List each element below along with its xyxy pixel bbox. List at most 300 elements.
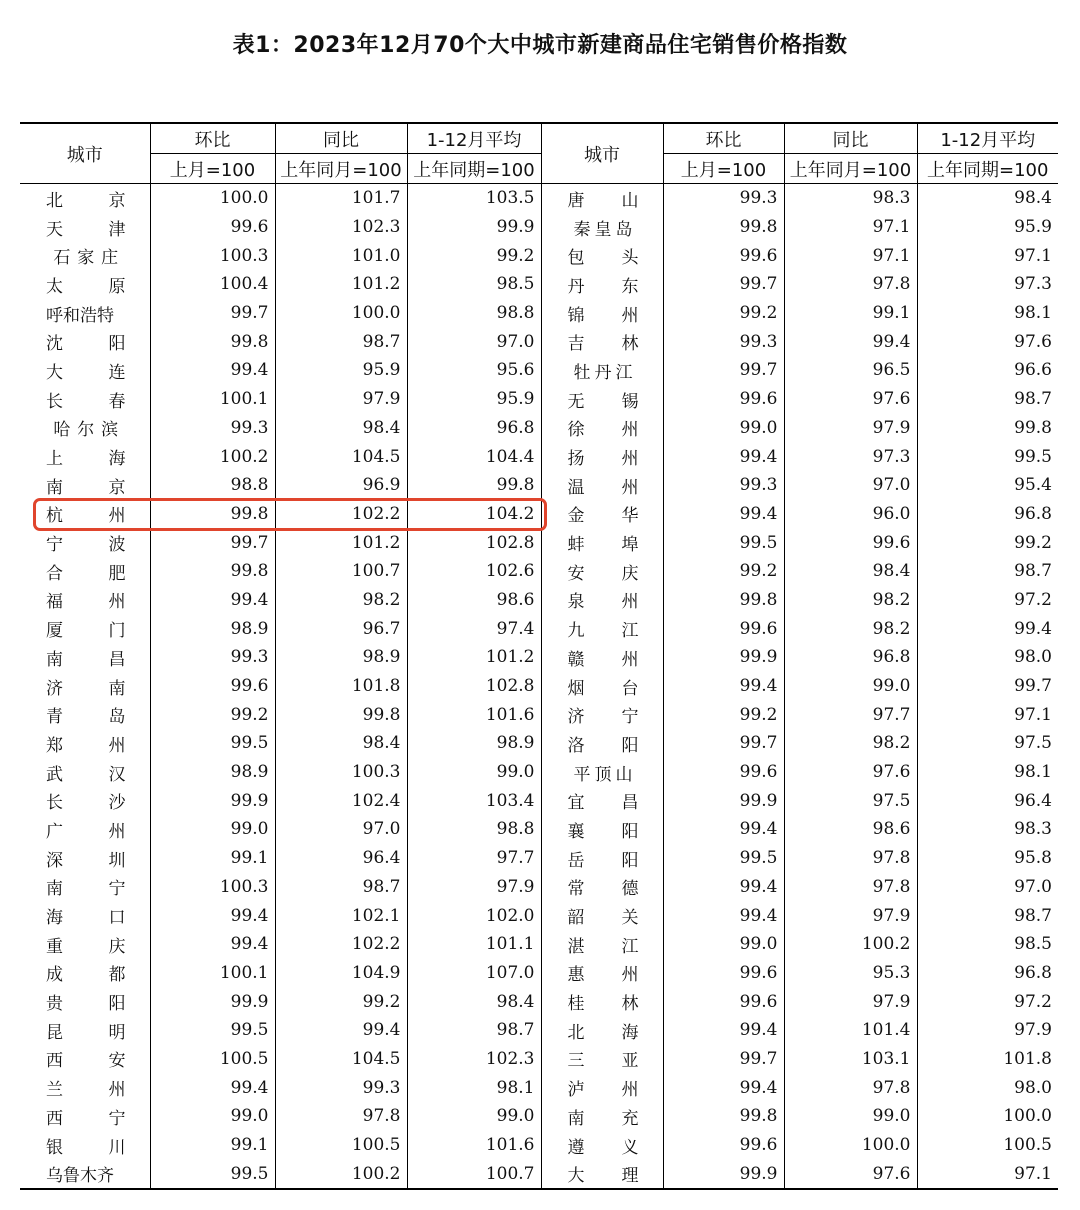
city-header-right: 城市 xyxy=(541,123,663,184)
avg-cell: 99.9 xyxy=(407,213,541,242)
mom-cell: 99.5 xyxy=(663,528,784,557)
mom-cell: 99.2 xyxy=(150,700,275,729)
header-row-2 xyxy=(20,154,1058,184)
city-name: 青 岛 xyxy=(46,707,126,728)
yoy-cell: 101.0 xyxy=(275,241,407,270)
city-name: 锦 州 xyxy=(567,305,639,326)
table-row xyxy=(20,528,1058,557)
avg-cell: 95.4 xyxy=(917,471,1058,500)
table-row xyxy=(20,385,1058,414)
city-name-cell xyxy=(20,614,150,643)
yoy-cell: 98.4 xyxy=(784,557,917,586)
avg-cell: 98.7 xyxy=(917,385,1058,414)
yoy-cell: 100.7 xyxy=(275,557,407,586)
city-name-cell xyxy=(20,729,150,758)
mom-cell: 99.3 xyxy=(150,643,275,672)
avg-cell: 95.8 xyxy=(917,844,1058,873)
city-name: 包 头 xyxy=(567,248,639,269)
city-name: 惠 州 xyxy=(567,965,639,986)
yoy-cell: 97.9 xyxy=(784,901,917,930)
mom-cell: 100.4 xyxy=(150,270,275,299)
city-name: 成 都 xyxy=(46,965,126,986)
yoy-cell: 100.0 xyxy=(784,1131,917,1160)
yoy-header-left: 同比 xyxy=(275,123,407,154)
yoy-cell: 100.5 xyxy=(275,1131,407,1160)
avg-cell: 97.4 xyxy=(407,614,541,643)
city-name-cell xyxy=(541,356,663,385)
table-row xyxy=(20,1159,1058,1189)
table-row xyxy=(20,586,1058,615)
avg-cell: 98.4 xyxy=(917,184,1058,213)
avg-cell: 99.8 xyxy=(917,414,1058,443)
mom-cell: 99.7 xyxy=(150,528,275,557)
city-name-cell xyxy=(20,442,150,471)
table-row xyxy=(20,815,1058,844)
yoy-cell: 97.9 xyxy=(784,414,917,443)
city-name-cell xyxy=(541,557,663,586)
yoy-cell: 99.8 xyxy=(275,700,407,729)
avg-cell: 101.1 xyxy=(407,930,541,959)
yoy-cell: 103.1 xyxy=(784,1045,917,1074)
yoy-cell: 96.7 xyxy=(275,614,407,643)
yoy-cell: 98.2 xyxy=(784,614,917,643)
avg-cell: 98.0 xyxy=(917,1073,1058,1102)
avg-cell: 98.5 xyxy=(407,270,541,299)
avg-cell: 100.5 xyxy=(917,1131,1058,1160)
avg-cell: 99.0 xyxy=(407,1102,541,1131)
yoy-cell: 100.2 xyxy=(275,1159,407,1189)
avg-cell: 98.6 xyxy=(407,586,541,615)
city-name: 呼和浩特 xyxy=(46,305,114,326)
city-name: 北 海 xyxy=(567,1022,639,1043)
mom-cell: 99.4 xyxy=(150,586,275,615)
avg-cell: 98.7 xyxy=(917,901,1058,930)
yoy-cell: 99.3 xyxy=(275,1073,407,1102)
avg-cell: 107.0 xyxy=(407,959,541,988)
city-name: 兰 州 xyxy=(46,1080,126,1101)
avg-cell: 99.8 xyxy=(407,471,541,500)
mom-cell: 99.3 xyxy=(663,327,784,356)
mom-cell: 99.2 xyxy=(663,299,784,328)
avg-cell: 103.4 xyxy=(407,786,541,815)
avg-cell: 97.1 xyxy=(917,700,1058,729)
city-name: 平 顶 山 xyxy=(573,764,633,785)
city-name: 天 津 xyxy=(46,219,126,240)
mom-cell: 100.0 xyxy=(150,184,275,213)
city-name: 合 肥 xyxy=(46,563,126,584)
city-name-cell xyxy=(20,213,150,242)
yoy-cell: 99.4 xyxy=(784,327,917,356)
avg-cell: 101.8 xyxy=(917,1045,1058,1074)
mom-cell: 99.2 xyxy=(663,700,784,729)
yoy-cell: 99.0 xyxy=(784,672,917,701)
city-name-cell xyxy=(20,959,150,988)
yoy-cell: 102.3 xyxy=(275,213,407,242)
yoy-cell: 101.2 xyxy=(275,528,407,557)
city-name: 重 庆 xyxy=(46,936,126,957)
city-name: 吉 林 xyxy=(567,334,639,355)
mom-cell: 99.2 xyxy=(663,557,784,586)
city-name: 宁 波 xyxy=(46,535,126,556)
yoy-cell: 97.5 xyxy=(784,786,917,815)
city-name-cell xyxy=(20,241,150,270)
city-name-cell xyxy=(20,1045,150,1074)
city-name-cell xyxy=(541,987,663,1016)
city-name-cell xyxy=(20,270,150,299)
mom-cell: 100.2 xyxy=(150,442,275,471)
table-row xyxy=(20,901,1058,930)
city-name-cell xyxy=(20,184,150,213)
avg-cell: 102.8 xyxy=(407,672,541,701)
yoy-cell: 101.8 xyxy=(275,672,407,701)
mom-cell: 99.3 xyxy=(150,414,275,443)
avg-header-right: 1-12月平均 xyxy=(917,123,1058,154)
mom-cell: 99.6 xyxy=(663,959,784,988)
avg-base-right: 上年同期=100 xyxy=(917,154,1058,184)
table-row xyxy=(20,471,1058,500)
mom-cell: 99.9 xyxy=(150,786,275,815)
yoy-cell: 97.8 xyxy=(784,873,917,902)
table-row xyxy=(20,270,1058,299)
mom-cell: 99.4 xyxy=(663,815,784,844)
mom-cell: 99.5 xyxy=(150,729,275,758)
city-name: 常 德 xyxy=(567,879,639,900)
city-name: 广 州 xyxy=(46,821,126,842)
yoy-cell: 98.2 xyxy=(784,586,917,615)
city-name: 沈 阳 xyxy=(46,334,126,355)
avg-cell: 104.2 xyxy=(407,500,541,529)
city-name: 桂 林 xyxy=(567,994,639,1015)
city-name: 长 春 xyxy=(46,391,126,412)
yoy-header-right: 同比 xyxy=(784,123,917,154)
city-name: 岳 阳 xyxy=(567,850,639,871)
table-row xyxy=(20,414,1058,443)
city-name: 遵 义 xyxy=(567,1137,639,1158)
mom-cell: 99.7 xyxy=(150,299,275,328)
mom-cell: 99.1 xyxy=(150,1131,275,1160)
city-name-cell xyxy=(541,729,663,758)
avg-cell: 98.1 xyxy=(407,1073,541,1102)
avg-cell: 99.7 xyxy=(917,672,1058,701)
city-name: 扬 州 xyxy=(567,449,639,470)
yoy-base-right: 上年同月=100 xyxy=(784,154,917,184)
city-name-cell xyxy=(541,901,663,930)
avg-cell: 98.7 xyxy=(917,557,1058,586)
yoy-cell: 99.2 xyxy=(275,987,407,1016)
city-name-cell xyxy=(541,1045,663,1074)
city-name: 无 锡 xyxy=(567,391,639,412)
avg-cell: 96.8 xyxy=(917,500,1058,529)
city-name-cell xyxy=(541,241,663,270)
highlight-box xyxy=(33,498,547,531)
table-row xyxy=(20,442,1058,471)
yoy-cell: 97.6 xyxy=(784,758,917,787)
city-name: 安 庆 xyxy=(567,563,639,584)
avg-cell: 104.4 xyxy=(407,442,541,471)
city-name: 西 宁 xyxy=(46,1108,126,1129)
yoy-cell: 102.4 xyxy=(275,786,407,815)
yoy-base-left: 上年同月=100 xyxy=(275,154,407,184)
table-row xyxy=(20,729,1058,758)
city-name-cell xyxy=(20,987,150,1016)
mom-base-left: 上月=100 xyxy=(150,154,275,184)
mom-cell: 99.4 xyxy=(663,901,784,930)
avg-cell: 98.5 xyxy=(917,930,1058,959)
city-name: 济 南 xyxy=(46,678,126,699)
yoy-cell: 100.0 xyxy=(275,299,407,328)
avg-cell: 98.1 xyxy=(917,299,1058,328)
city-name: 烟 台 xyxy=(567,678,639,699)
mom-cell: 99.6 xyxy=(150,672,275,701)
city-name: 秦 皇 岛 xyxy=(573,219,633,240)
header-row-1 xyxy=(20,123,1058,154)
yoy-cell: 99.6 xyxy=(784,528,917,557)
city-name: 乌鲁木齐 xyxy=(46,1166,114,1187)
mom-cell: 99.4 xyxy=(663,1016,784,1045)
mom-cell: 98.9 xyxy=(150,758,275,787)
yoy-cell: 98.7 xyxy=(275,327,407,356)
yoy-cell: 95.3 xyxy=(784,959,917,988)
avg-cell: 100.0 xyxy=(917,1102,1058,1131)
yoy-cell: 97.8 xyxy=(784,1073,917,1102)
city-name: 北 京 xyxy=(46,190,126,211)
city-name-cell xyxy=(541,299,663,328)
mom-cell: 99.4 xyxy=(663,500,784,529)
table-row xyxy=(20,1073,1058,1102)
table-row xyxy=(20,327,1058,356)
avg-cell: 96.4 xyxy=(917,786,1058,815)
city-name-cell xyxy=(541,1016,663,1045)
mom-cell: 99.8 xyxy=(150,500,275,529)
table-row xyxy=(20,356,1058,385)
yoy-cell: 104.5 xyxy=(275,1045,407,1074)
city-name-cell xyxy=(20,1131,150,1160)
mom-cell: 99.9 xyxy=(663,1159,784,1189)
mom-base-right: 上月=100 xyxy=(663,154,784,184)
mom-cell: 99.4 xyxy=(150,930,275,959)
page-title: 表1：2023年12月70个大中城市新建商品住宅销售价格指数 xyxy=(232,33,848,58)
mom-cell: 99.7 xyxy=(663,356,784,385)
city-name-cell xyxy=(20,901,150,930)
city-name: 哈 尔 滨 xyxy=(53,420,119,441)
city-name-cell xyxy=(541,586,663,615)
yoy-cell: 97.1 xyxy=(784,241,917,270)
yoy-cell: 104.5 xyxy=(275,442,407,471)
table-row xyxy=(20,758,1058,787)
table-row xyxy=(20,959,1058,988)
mom-cell: 99.8 xyxy=(663,213,784,242)
avg-cell: 100.7 xyxy=(407,1159,541,1189)
avg-cell: 98.0 xyxy=(917,643,1058,672)
city-name: 南 充 xyxy=(567,1108,639,1129)
avg-cell: 103.5 xyxy=(407,184,541,213)
city-name: 太 原 xyxy=(46,276,126,297)
mom-cell: 99.6 xyxy=(663,1131,784,1160)
mom-cell: 100.1 xyxy=(150,385,275,414)
yoy-cell: 97.9 xyxy=(784,987,917,1016)
avg-cell: 95.9 xyxy=(407,385,541,414)
avg-cell: 95.6 xyxy=(407,356,541,385)
mom-cell: 99.7 xyxy=(663,270,784,299)
city-name-cell xyxy=(541,873,663,902)
price-index-table xyxy=(20,122,1058,1190)
avg-cell: 97.0 xyxy=(407,327,541,356)
avg-cell: 98.1 xyxy=(917,758,1058,787)
avg-cell: 99.2 xyxy=(407,241,541,270)
table-row xyxy=(20,1102,1058,1131)
table-row xyxy=(20,987,1058,1016)
table-body xyxy=(20,184,1058,1190)
yoy-cell: 95.9 xyxy=(275,356,407,385)
yoy-cell: 102.2 xyxy=(275,500,407,529)
table-row xyxy=(20,614,1058,643)
avg-cell: 98.3 xyxy=(917,815,1058,844)
yoy-cell: 98.2 xyxy=(784,729,917,758)
avg-cell: 99.0 xyxy=(407,758,541,787)
city-name-cell xyxy=(20,672,150,701)
mom-cell: 99.4 xyxy=(663,672,784,701)
avg-cell: 99.4 xyxy=(917,614,1058,643)
yoy-cell: 97.8 xyxy=(275,1102,407,1131)
avg-cell: 97.7 xyxy=(407,844,541,873)
city-name-cell xyxy=(20,414,150,443)
mom-cell: 99.6 xyxy=(150,213,275,242)
table-row xyxy=(20,672,1058,701)
city-name: 厦 门 xyxy=(46,621,126,642)
city-name-cell xyxy=(20,385,150,414)
table-row xyxy=(20,241,1058,270)
city-name: 福 州 xyxy=(46,592,126,613)
table-row xyxy=(20,786,1058,815)
city-name: 大 连 xyxy=(46,362,126,383)
avg-cell: 97.3 xyxy=(917,270,1058,299)
table-row xyxy=(20,299,1058,328)
city-name-cell xyxy=(20,873,150,902)
avg-cell: 97.0 xyxy=(917,873,1058,902)
avg-base-left: 上年同期=100 xyxy=(407,154,541,184)
city-name: 牡 丹 江 xyxy=(573,362,633,383)
city-name: 昆 明 xyxy=(46,1022,126,1043)
avg-cell: 102.3 xyxy=(407,1045,541,1074)
yoy-cell: 101.4 xyxy=(784,1016,917,1045)
city-name-cell xyxy=(20,844,150,873)
avg-cell: 99.2 xyxy=(917,528,1058,557)
avg-cell: 95.9 xyxy=(917,213,1058,242)
city-name-cell xyxy=(541,471,663,500)
city-name: 上 海 xyxy=(46,449,126,470)
mom-cell: 99.3 xyxy=(663,471,784,500)
mom-cell: 99.6 xyxy=(663,385,784,414)
city-name-cell xyxy=(20,786,150,815)
city-name-cell xyxy=(20,471,150,500)
city-name-cell xyxy=(541,500,663,529)
city-name: 丹 东 xyxy=(567,276,639,297)
city-name: 湛 江 xyxy=(567,936,639,957)
mom-cell: 98.9 xyxy=(150,614,275,643)
avg-cell: 98.4 xyxy=(407,987,541,1016)
mom-cell: 99.0 xyxy=(150,1102,275,1131)
avg-cell: 102.0 xyxy=(407,901,541,930)
city-name: 海 口 xyxy=(46,908,126,929)
avg-cell: 97.2 xyxy=(917,586,1058,615)
city-name-cell xyxy=(20,930,150,959)
city-name: 大 理 xyxy=(567,1166,639,1187)
mom-cell: 99.4 xyxy=(150,1073,275,1102)
mom-cell: 99.9 xyxy=(150,987,275,1016)
yoy-cell: 100.2 xyxy=(784,930,917,959)
city-name: 温 州 xyxy=(567,477,639,498)
city-name-cell xyxy=(541,213,663,242)
yoy-cell: 97.1 xyxy=(784,213,917,242)
city-name-cell xyxy=(541,930,663,959)
mom-cell: 99.6 xyxy=(663,987,784,1016)
city-name-cell xyxy=(541,414,663,443)
city-name: 西 安 xyxy=(46,1051,126,1072)
yoy-cell: 97.6 xyxy=(784,1159,917,1189)
city-name-cell xyxy=(541,614,663,643)
table-row xyxy=(20,1131,1058,1160)
city-name-cell xyxy=(20,643,150,672)
city-name: 泉 州 xyxy=(567,592,639,613)
city-name: 洛 阳 xyxy=(567,735,639,756)
city-name: 三 亚 xyxy=(567,1051,639,1072)
avg-cell: 97.9 xyxy=(407,873,541,902)
city-name: 济 宁 xyxy=(567,707,639,728)
city-name-cell xyxy=(20,586,150,615)
city-name: 南 宁 xyxy=(46,879,126,900)
yoy-cell: 104.9 xyxy=(275,959,407,988)
avg-cell: 97.1 xyxy=(917,1159,1058,1189)
table-row xyxy=(20,873,1058,902)
city-name-cell xyxy=(541,528,663,557)
table-row xyxy=(20,643,1058,672)
city-name: 宜 昌 xyxy=(567,793,639,814)
table-row xyxy=(20,184,1058,213)
yoy-cell: 99.0 xyxy=(784,1102,917,1131)
avg-cell: 97.2 xyxy=(917,987,1058,1016)
yoy-cell: 101.2 xyxy=(275,270,407,299)
avg-cell: 101.6 xyxy=(407,1131,541,1160)
city-name-cell xyxy=(20,356,150,385)
table-row xyxy=(20,213,1058,242)
yoy-cell: 97.3 xyxy=(784,442,917,471)
city-name: 郑 州 xyxy=(46,735,126,756)
mom-cell: 99.4 xyxy=(663,1073,784,1102)
city-name-cell xyxy=(541,1102,663,1131)
city-name-cell xyxy=(541,758,663,787)
yoy-cell: 98.4 xyxy=(275,414,407,443)
table-row xyxy=(20,557,1058,586)
city-name: 南 京 xyxy=(46,477,126,498)
avg-cell: 97.5 xyxy=(917,729,1058,758)
city-name: 南 昌 xyxy=(46,649,126,670)
city-name-cell xyxy=(541,1131,663,1160)
mom-cell: 100.1 xyxy=(150,959,275,988)
yoy-cell: 96.9 xyxy=(275,471,407,500)
city-name-cell xyxy=(541,672,663,701)
yoy-cell: 96.5 xyxy=(784,356,917,385)
mom-cell: 99.9 xyxy=(663,786,784,815)
avg-cell: 102.6 xyxy=(407,557,541,586)
city-name: 襄 阳 xyxy=(567,821,639,842)
city-name: 泸 州 xyxy=(567,1080,639,1101)
mom-cell: 100.3 xyxy=(150,241,275,270)
avg-cell: 102.8 xyxy=(407,528,541,557)
yoy-cell: 97.9 xyxy=(275,385,407,414)
yoy-cell: 96.0 xyxy=(784,500,917,529)
city-name-cell xyxy=(541,643,663,672)
mom-cell: 99.4 xyxy=(663,873,784,902)
